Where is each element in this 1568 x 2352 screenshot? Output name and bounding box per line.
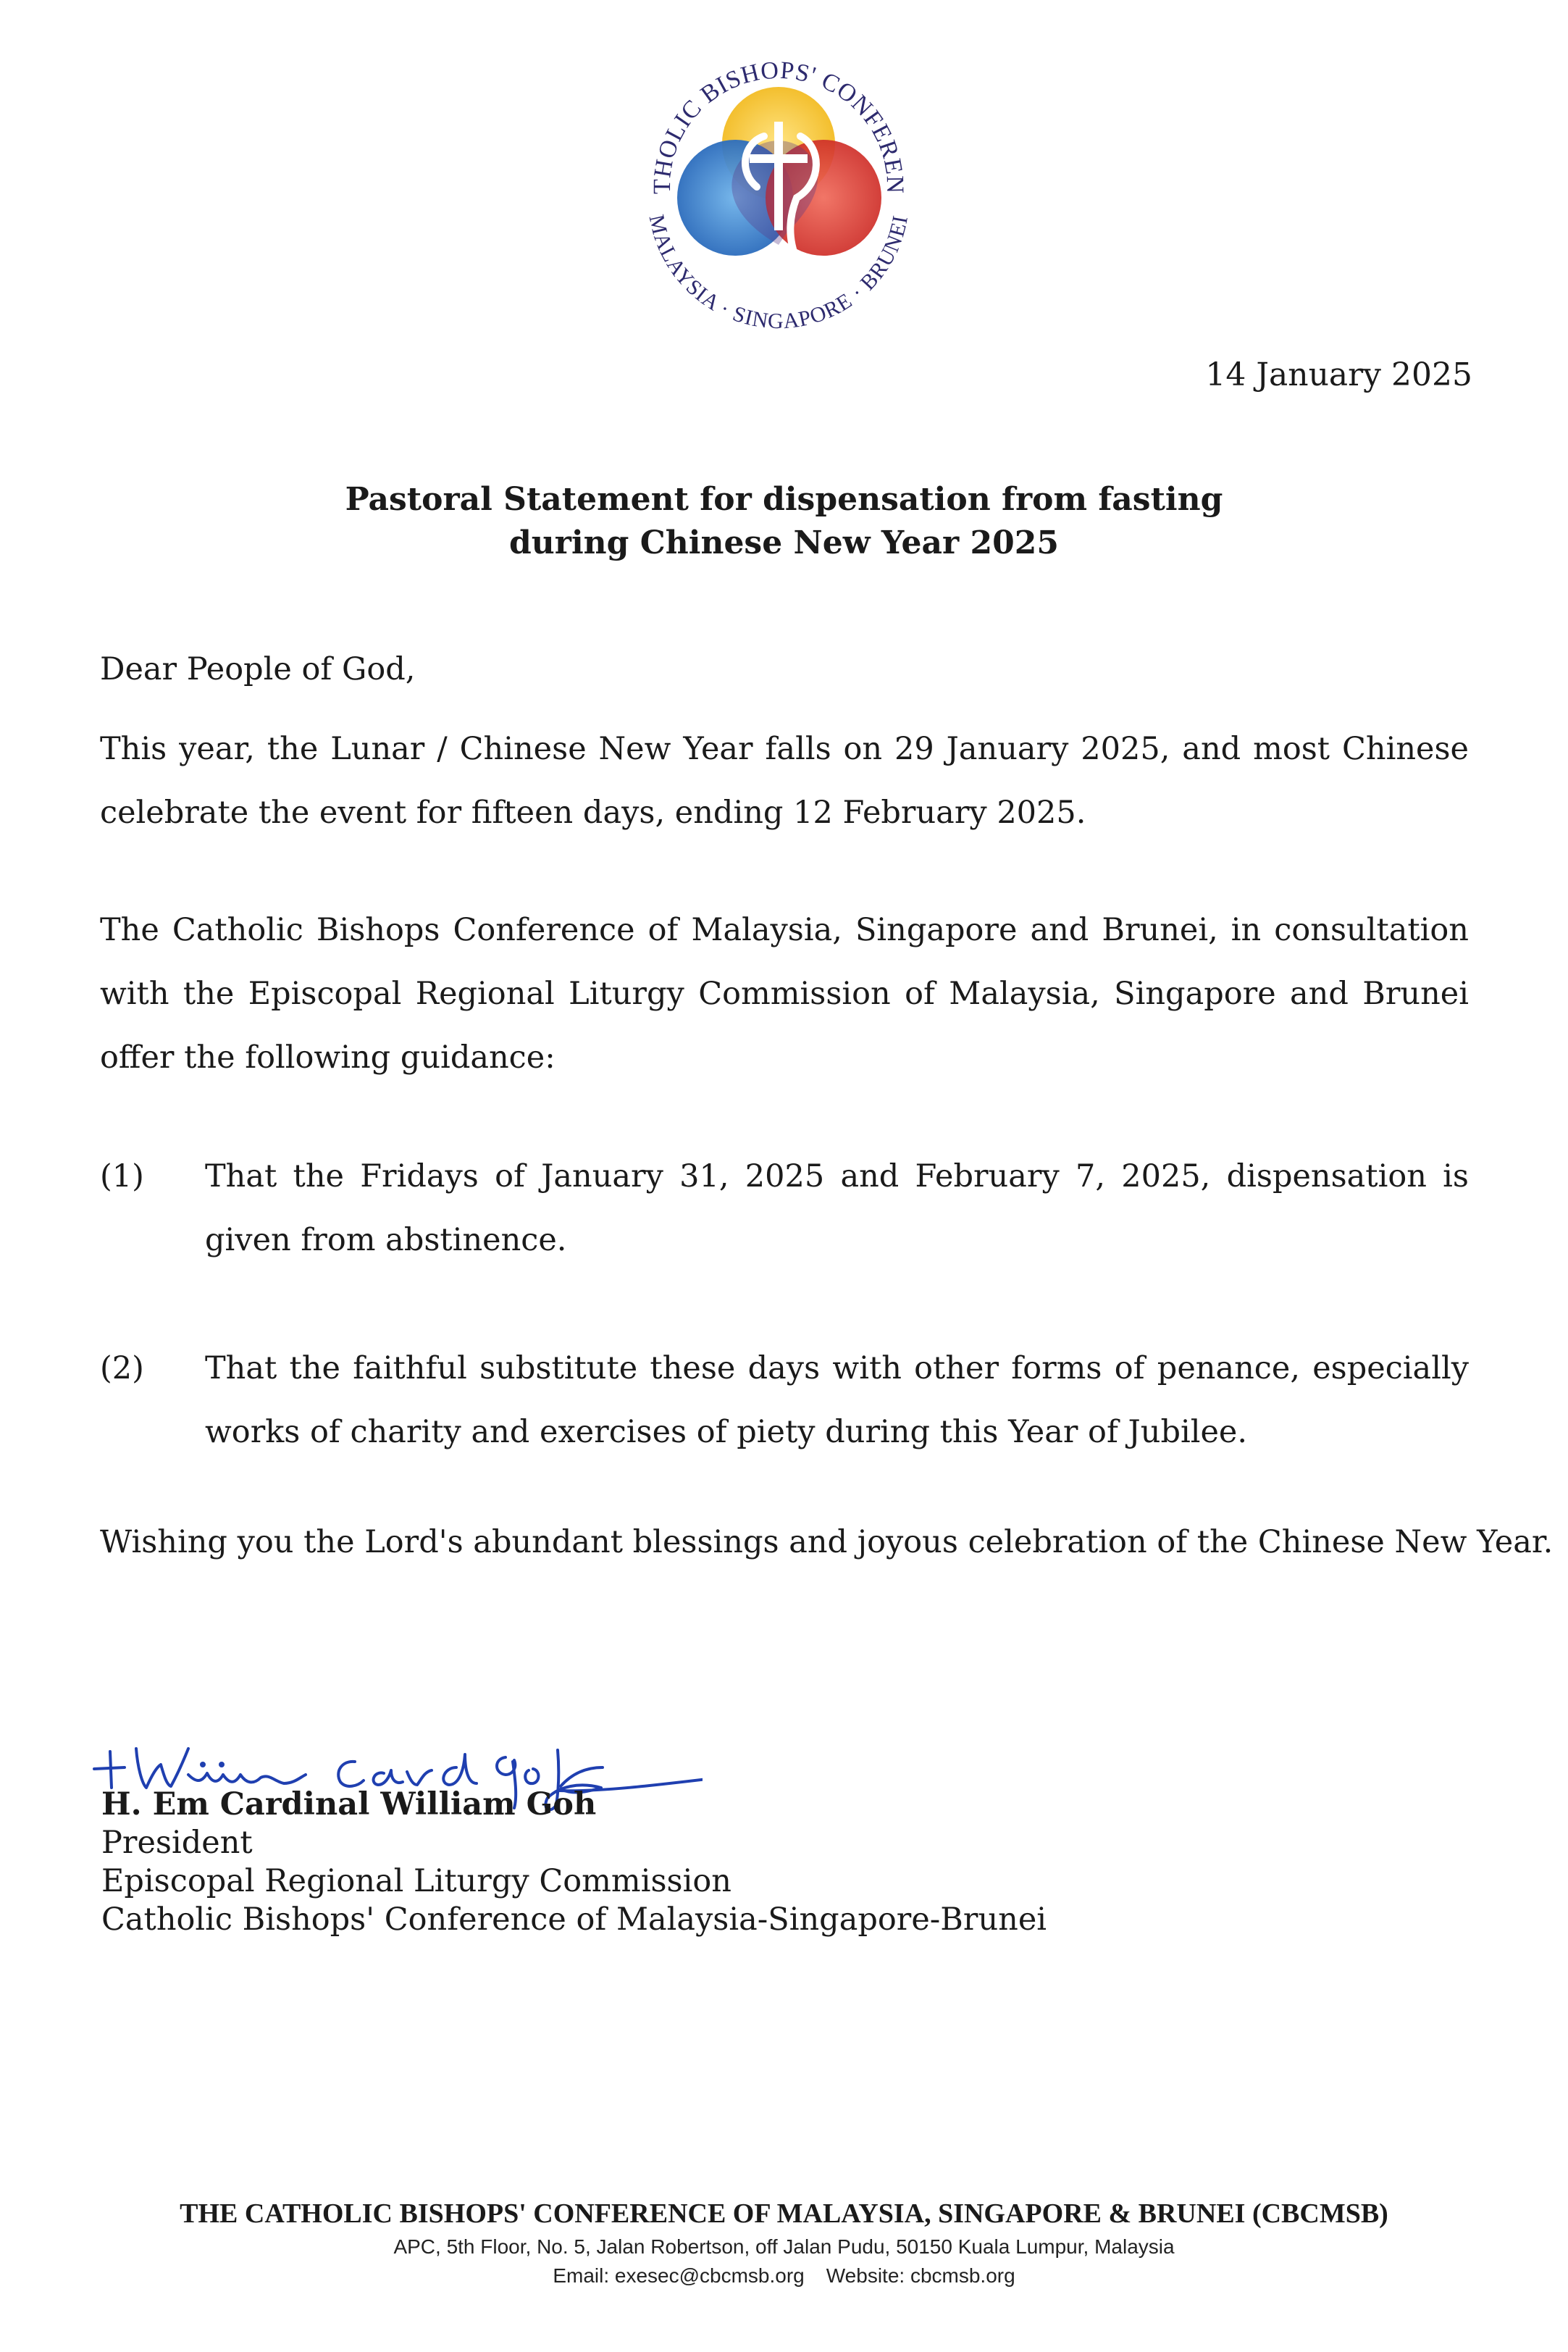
paragraph-2: The Catholic Bishops Conference of Malaysia, Singapore and Brunei, in consultation with the Episcopal Regional Liturgy Commission of Malaysia, Singapore and Brunei offer the following guidance: bbox=[100, 912, 1469, 1076]
signatory-conference: Catholic Bishops' Conference of Malaysia-Singapore-Brunei bbox=[101, 1901, 1047, 1938]
item-number: (1) bbox=[100, 1158, 144, 1194]
footer-address: APC, 5th Floor, No. 5, Jalan Robertson, off Jalan Pudu, 50150 Kuala Lumpur, Malaysia bbox=[393, 2235, 1175, 2258]
title-line-2: during Chinese New Year 2025 bbox=[509, 524, 1059, 561]
closing-paragraph: Wishing you the Lord's abundant blessings and joyous celebration of the Chinese New Year. bbox=[100, 1524, 1554, 1560]
signatory-commission: Episcopal Regional Liturgy Commission bbox=[101, 1863, 731, 1899]
cbcmsb-logo bbox=[619, 28, 938, 346]
footer-organization: THE CATHOLIC BISHOPS' CONFERENCE OF MALAYSIA, SINGAPORE & BRUNEI (CBCMSB) bbox=[180, 2198, 1388, 2229]
title-line-1: Pastoral Statement for dispensation from fasting bbox=[345, 481, 1223, 518]
logo-bottom-text: MALAYSIA · SINGAPORE · BRUNEI bbox=[644, 212, 913, 334]
item-text: That the faithful substitute these days with other forms of penance, especially works of charity and exercises of piety during this Year of Jubilee. bbox=[205, 1350, 1469, 1450]
letter-date: 14 January 2025 bbox=[1205, 356, 1472, 393]
greeting: Dear People of God, bbox=[100, 651, 416, 687]
footer-email: Email: exesec@cbcmsb.org bbox=[553, 2264, 805, 2287]
footer-contact bbox=[0, 2261, 1568, 2290]
signatory-title: President bbox=[101, 1825, 253, 1861]
letter-title bbox=[0, 478, 1568, 565]
logo-top-text: THOLIC BISHOPS' CONFEREN bbox=[648, 57, 909, 195]
item-text: That the Fridays of January 31, 2025 and February 7, 2025, dispensation is given from abstinence. bbox=[205, 1158, 1469, 1258]
footer-website: Website: cbcmsb.org bbox=[826, 2264, 1015, 2287]
letterhead-footer bbox=[0, 2195, 1568, 2290]
logo-graphic bbox=[619, 28, 938, 346]
item-number: (2) bbox=[100, 1350, 144, 1386]
paragraph-1: This year, the Lunar / Chinese New Year falls on 29 January 2025, and most Chinese celebrate the event for fifteen days, ending 12 February 2025. bbox=[100, 731, 1469, 831]
signatory-name: H. Em Cardinal William Goh bbox=[101, 1786, 597, 1822]
signature-block bbox=[101, 1786, 1047, 1939]
